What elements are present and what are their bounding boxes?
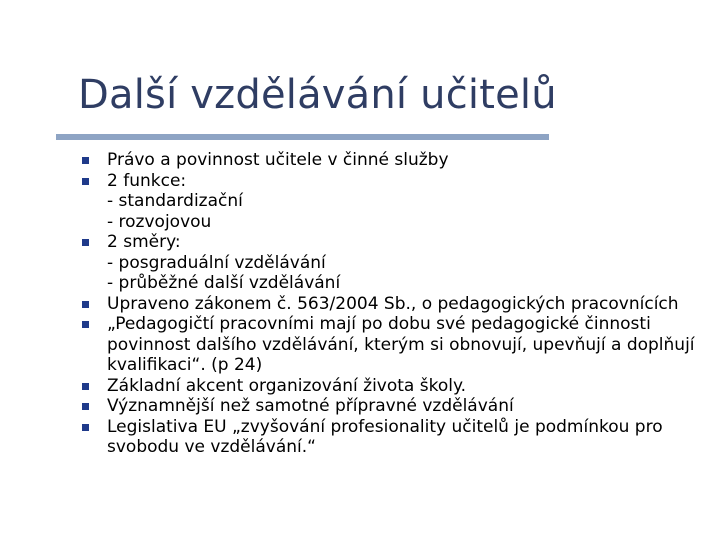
bullet-item: [82, 376, 702, 397]
square-bullet-icon: [82, 301, 89, 308]
bullet-item: [82, 314, 702, 376]
square-bullet-icon: [82, 321, 89, 328]
bullet-subline: - průběžné další vzdělávání: [107, 273, 341, 293]
square-bullet-icon: [82, 178, 89, 185]
slide-title: Další vzdělávání učitelů: [78, 72, 557, 118]
square-bullet-icon: [82, 424, 89, 431]
bullet-item: [82, 171, 702, 233]
bullet-subline: - posgraduální vzdělávání: [107, 252, 326, 273]
bullet-subline: - standardizační: [107, 191, 243, 211]
bullet-text: 2 směry:: [107, 232, 181, 252]
bullet-subline: - rozvojovou: [107, 211, 212, 232]
bullet-item: [82, 417, 702, 458]
bullet-item: [82, 396, 702, 417]
bullet-text: Upraveno zákonem č. 563/2004 Sb., o pedagogických pracovnících: [107, 293, 679, 314]
bullet-text: Legislativa EU „zvyšování profesionality učitelů je podmínkou pro svobodu ve vzdělávání.“: [107, 416, 663, 457]
bullet-text: Právo a povinnost učitele v činné služby: [107, 150, 449, 170]
bullet-item: [82, 150, 702, 171]
bullet-text: Významnější než samotné přípravné vzdělávání: [107, 396, 514, 416]
square-bullet-icon: [82, 403, 89, 410]
bullet-text: 2 funkce:: [107, 170, 187, 191]
square-bullet-icon: [82, 157, 89, 164]
bullet-text: „Pedagogičtí pracovními mají po dobu své pedagogické činnosti povinnost dalšího vzdělávání, kterým si obnovují, upevňují a doplňují kvalifikaci“. (p 24): [107, 314, 695, 375]
square-bullet-icon: [82, 239, 89, 246]
bullet-item: [82, 232, 702, 294]
bullet-list: [82, 150, 702, 458]
bullet-text: Základní akcent organizování života školy.: [107, 375, 467, 396]
bullet-item: [82, 294, 702, 315]
square-bullet-icon: [82, 383, 89, 390]
title-underline: [56, 134, 549, 140]
